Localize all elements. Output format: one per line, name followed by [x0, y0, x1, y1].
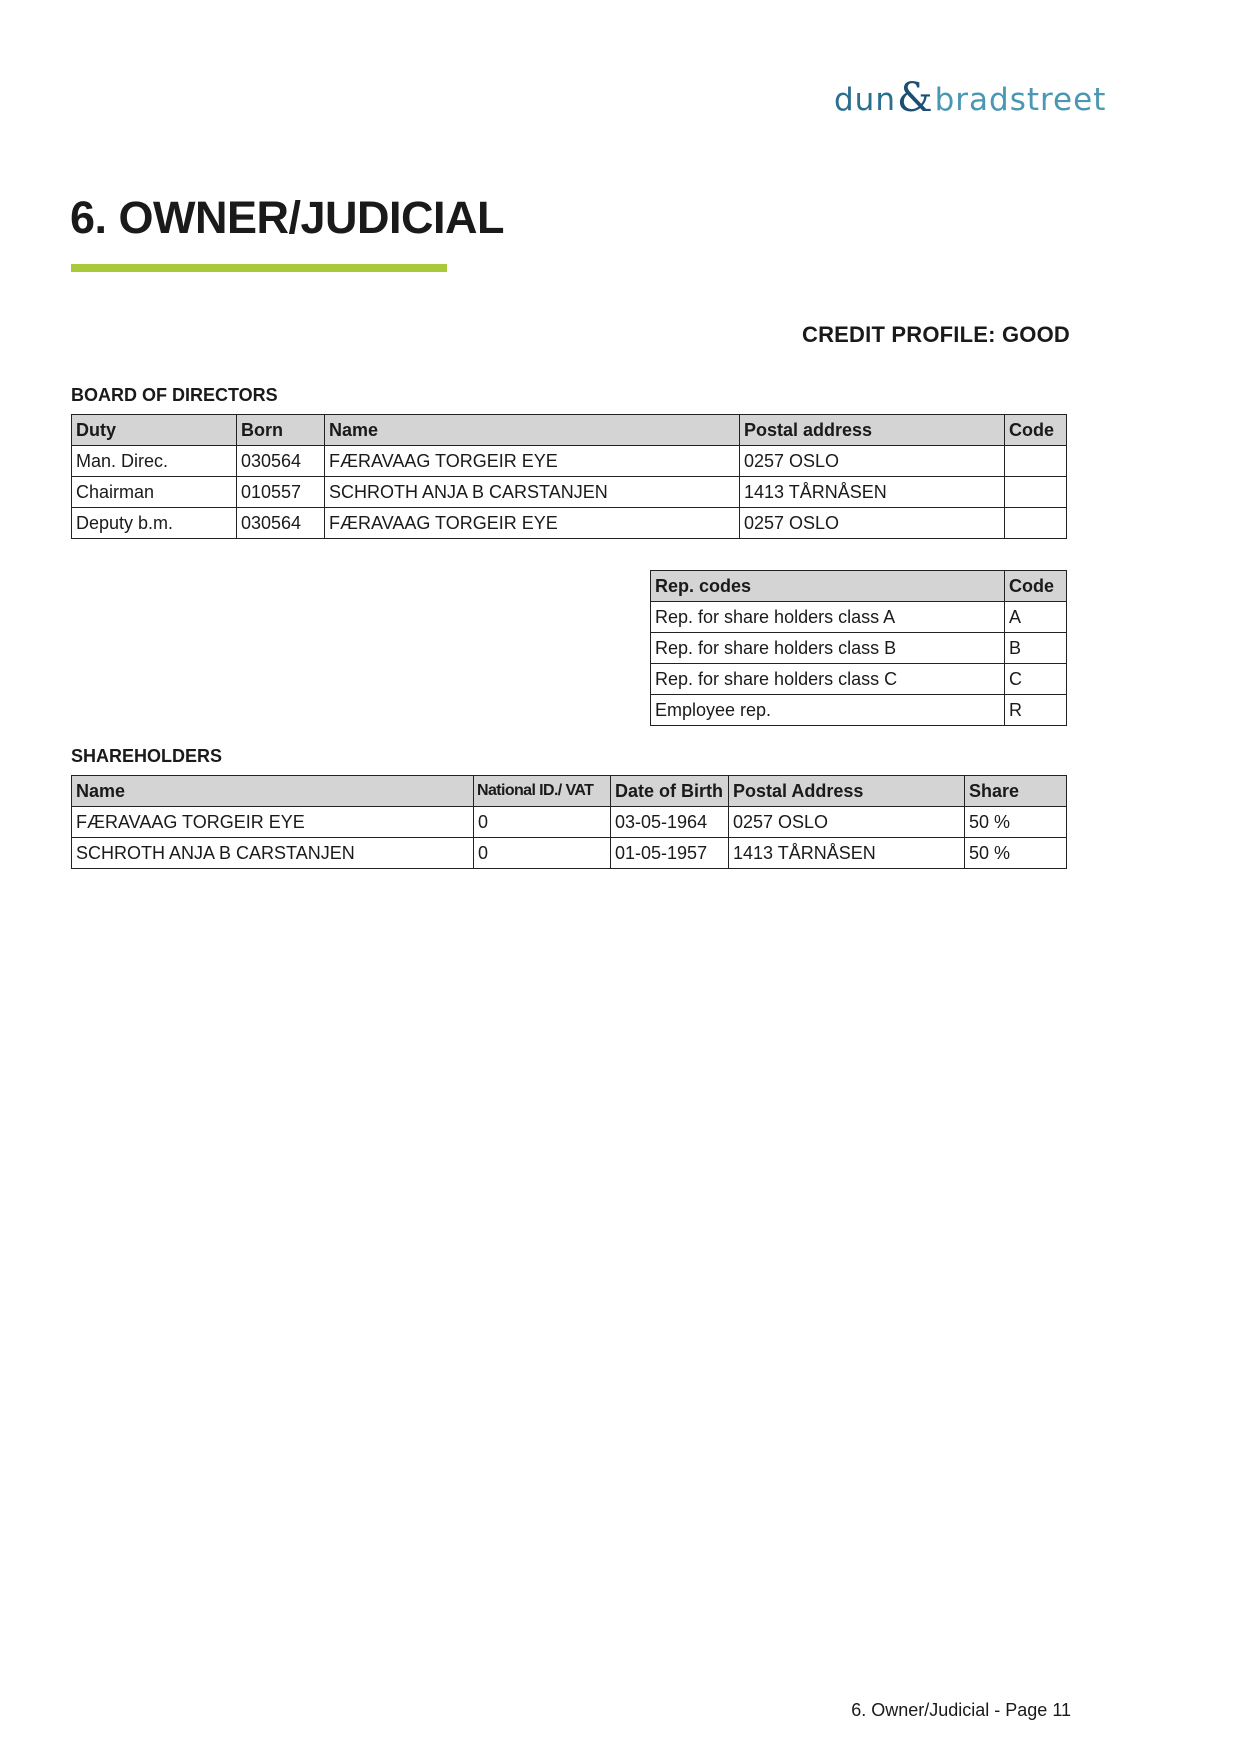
page-footer: 6. Owner/Judicial - Page 11	[851, 1700, 1071, 1720]
table-cell: Employee rep.	[651, 695, 1005, 726]
column-header: Duty	[72, 415, 237, 446]
table-cell: 0	[474, 807, 611, 838]
table-row	[651, 633, 1067, 664]
table-cell: Chairman	[72, 477, 237, 508]
table-cell	[1005, 508, 1067, 539]
table-row	[651, 664, 1067, 695]
table-cell: FÆRAVAAG TORGEIR EYE	[325, 508, 740, 539]
table-header-row	[651, 571, 1067, 602]
table-cell: C	[1005, 664, 1067, 695]
table-cell	[1005, 477, 1067, 508]
column-header: Date of Birth	[611, 776, 729, 807]
table-cell: 0257 OSLO	[740, 446, 1005, 477]
column-header: Rep. codes	[651, 571, 1005, 602]
column-header: Code	[1005, 571, 1067, 602]
column-header: Postal Address	[729, 776, 965, 807]
table-cell: Man. Direc.	[72, 446, 237, 477]
table-cell: 0257 OSLO	[740, 508, 1005, 539]
page-title: 6. OWNER/JUDICIAL	[70, 192, 505, 243]
table-cell: 1413 TÅRNÅSEN	[740, 477, 1005, 508]
column-header: Born	[237, 415, 325, 446]
table-row	[72, 446, 1067, 477]
table-row	[72, 838, 1067, 869]
table-cell: 50 %	[965, 838, 1067, 869]
column-header: National ID./ VAT	[474, 776, 611, 807]
logo-text-dun: dun	[834, 82, 896, 118]
logo-ampersand: &	[896, 75, 934, 121]
table-cell: 030564	[237, 446, 325, 477]
table-cell: 010557	[237, 477, 325, 508]
table-cell: A	[1005, 602, 1067, 633]
column-header: Share	[965, 776, 1067, 807]
table-row	[72, 807, 1067, 838]
dun-bradstreet-logo	[834, 75, 1107, 122]
shareholders-label: SHAREHOLDERS	[71, 746, 223, 766]
table-row	[72, 477, 1067, 508]
table-cell: Rep. for share holders class C	[651, 664, 1005, 695]
table-cell: 030564	[237, 508, 325, 539]
table-cell: 0257 OSLO	[729, 807, 965, 838]
board-of-directors-table	[71, 414, 1067, 539]
table-cell: SCHROTH ANJA B CARSTANJEN	[325, 477, 740, 508]
column-header: Name	[325, 415, 740, 446]
logo-text-bradstreet: bradstreet	[934, 82, 1107, 118]
table-cell: Rep. for share holders class B	[651, 633, 1005, 664]
table-cell: R	[1005, 695, 1067, 726]
table-row	[651, 602, 1067, 633]
table-cell: B	[1005, 633, 1067, 664]
table-header-row	[72, 415, 1067, 446]
table-cell	[1005, 446, 1067, 477]
table-cell: FÆRAVAAG TORGEIR EYE	[72, 807, 474, 838]
table-cell: Rep. for share holders class A	[651, 602, 1005, 633]
table-row	[72, 508, 1067, 539]
board-of-directors-label: BOARD OF DIRECTORS	[71, 385, 278, 405]
column-header: Code	[1005, 415, 1067, 446]
table-cell: 1413 TÅRNÅSEN	[729, 838, 965, 869]
table-cell: 50 %	[965, 807, 1067, 838]
table-cell: 03-05-1964	[611, 807, 729, 838]
title-underline	[71, 264, 447, 272]
table-header-row	[72, 776, 1067, 807]
shareholders-table	[71, 775, 1067, 869]
table-cell: FÆRAVAAG TORGEIR EYE	[325, 446, 740, 477]
rep-codes-table	[650, 570, 1067, 726]
table-cell: Deputy b.m.	[72, 508, 237, 539]
table-cell: 0	[474, 838, 611, 869]
credit-profile: CREDIT PROFILE: GOOD	[802, 322, 1070, 347]
column-header: Postal address	[740, 415, 1005, 446]
column-header: Name	[72, 776, 474, 807]
table-row	[651, 695, 1067, 726]
table-cell: 01-05-1957	[611, 838, 729, 869]
table-cell: SCHROTH ANJA B CARSTANJEN	[72, 838, 474, 869]
